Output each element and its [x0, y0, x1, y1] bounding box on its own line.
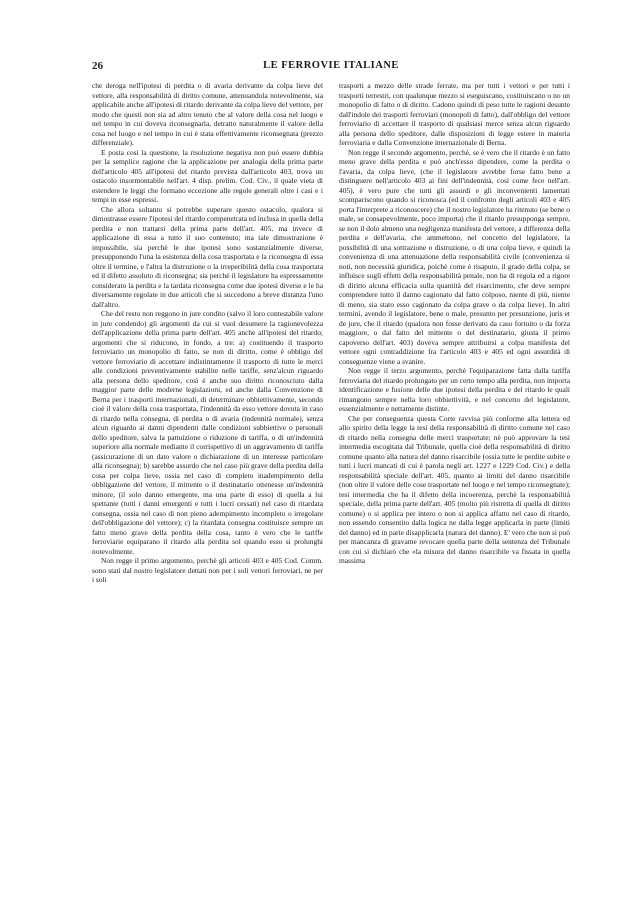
- paragraph: Non regge il secondo argomento, perchè, se è vero che il ritardo è un fatto meno grave della perdita e può anch'esso dipendere, come la perdita o l'avaria, da colpa lieve, (che il legislatore avrebbe forse fatto bene a distinguere nell'articolo 403 ai fini dell'indennità, così come fece nell'art. 405), è vero pure che tutti gli assurdi e gli inconvenienti lamentati scompariscono quando si riconosca (ed il confronto degli articoli 403 e 405 porta l'interprete a riconoscere) che il nostro legislatore ha ritenuto (se bene o male, se consapevolmente, poco importa) che il ritardo presupponga sempre, se non il dolo almeno una negligenza manifesta del vettore, a differenza della perdita e dell'avaria, che ammettono, nel concetto del legislatore, la possibilità di una sottrazione o distruzione, o di una colpa lieve, e quindi la convenienza di una attenuazione della responsabilità civile (convenienza si noti, non necessità giuridica, poichè come è risaputo, il grado della colpa, se influisce sugli effetti della responsabilità penale, non ha di regola ed a rigore di diritto alcuna efficacia sulla quantità del risarcimento, che deve sempre comprendere tutto il danno cagionato dal fatto colposo, niente di più, niente di meno, sia stato esso cagionato da colpa grave o da colpa lieve). In altri termini, avendo il legislatore, bene o male, presunto per presunzione, juris et de jure, che il ritardo (qualora non fosse derivato da caso fortuito o da forza maggiore, o dal fatto del mittente o del destinatario, giusta il primo capoverso dell'art. 403) doveva sempre attribuirsi a colpa manifesta del vettore ogni contraddizione fra l'articolo 403 e 405 ed ogni assurdità di conseguenze viene a svanire.: [339, 147, 570, 366]
- right-column: [339, 81, 570, 566]
- left-column: [92, 81, 323, 585]
- paragraph: Che del resto non reggono in jure condito (salvo il loro contestabile valore in jure condendo) gli argomenti da cui si vuol desumere la ragionevolezza dell'applicazione della prima parte dell'art. 405 anche all'ipotesi del ritardo; argomenti che si riducono, in fondo, a tre: a) costituendo il trasporto ferroviario un monopolio di fatto, se non di diritto, come è obbligo del vettore ferroviario di accettare indistintamente il trasporto di tutte le merci alle condizioni preventivamente stabilite nelle tariffe, senz'alcun riguardo alla persona dello speditore, così è anche suo diritto riconosciuto dalla maggior parte delle moderne legislazioni, ed anche dalla Convenzione di Berna per i trasporti internazionali, di determinare obbiettivamente, secondo cioè il valore della cosa trasportata, l'indennità da esso vettore dovuta in caso di ritardo nella consegna, di perdita o di avaria (indennità normale), senza alcun riguardo ai danni dipendenti dalle condizioni subbiettive o personali dello speditore, salva la pattuizione o riduzione di tariffa, o di un'indennità superiore alla normale mediante il corrispettivo di un aggravamento di tariffa (assicurazione di un dato valore o dichiarazione di un interesse particolare alla riconsegna); b) sarebbe assurdo che nel caso più grave della perdita della cosa per colpa lieve, ossia nel caso di completo inadempimento della obbligazione del vettore, il mittente o il destinatario ottenesse un'indennità minore, (il solo danno emergente, ma una parte di esso) di quella a lui spettante (tutti i danni emergenti e tutti i lucri cessati) nel caso di ritardata consegna, ossia nel caso di non pieno adempimento incompleto o irregolare dell'obbligazione del vettore); c) la ritardata consegna costituisce sempre un fatto meno grave della perdita della cosa, tanto è vero che le tariffe ferroviarie equiparano il ritardo alla perdita sol quando esso si prolunghi notevolmente.: [92, 309, 323, 556]
- paragraph: che deroga nell'ipotesi di perdita o di avaria derivante da colpa lieve del vettore, alla responsabilità di diritto comune, attenuandola notevolmente, sia applicabile anche all'ipotesi di ritardo derivante da colpa lieve del vettore, per modo che questi non sia ad altro tenuto che al valore della cosa nel luogo e nel tempo in cui doveva riconsegnarla, detratto naturalmente il valore della cosa nel luogo e nel tempo in cui è stata effettivamente riconsegnata (prezzo differenziale).: [92, 81, 323, 147]
- paragraph: Non regge il primo argomento, perchè gli articoli 403 e 405 Cod. Comm. sono stati dal nostro legislatore dettati non per i soli vettori ferroviari, ne per i soli: [92, 556, 323, 584]
- page-header: [92, 60, 570, 74]
- paragraph: E posta così la questione, la risoluzione negativa non può essere dubbia per la semplice ragione che la applicazione per analogia della prima parte dell'articolo 405 all'ipotesi del ritardo prevista dall'articolo 403, trova un ostacolo insormontabile nell'art. 4 disp. prelim. Cod. Civ., il quale vieta di estendere le leggi che formano eccezione alle regole generali oltre i casi e i tempi in esse espressi.: [92, 147, 323, 204]
- running-title: LE FERROVIE ITALIANE: [263, 60, 399, 71]
- page-number: 26: [92, 60, 103, 72]
- paragraph: Che allora soltanto si potrebbe superare questo ostacolo, qualora si dimostrasse essere l'ipotesi del ritardo compenetrata ed inclusa in quella della perdita e non trattarsi della prima parte dell'art. 405, ma invece di applicazione di essa a tutto il suo contenuto; ma tale dimostrazione è impossibile, sia perchè le due ipotesi sono sostanzialmente diverse, presupponendo l'una la esistenza della cosa trasportata e la riconsegna di essa oltre il termine, e l'altra la distruzione o la irreperibilità della cosa trasportata ed il difetto assoluto di riconsegna; sia perchè il legislatore ha espressamente considerato la perdita e la tardata riconsegna come due ipotesi diverse e le ha diversamente regolate in due articoli che si succedono a breve distanza l'uno dall'altro.: [92, 204, 323, 309]
- paragraph: Che per conseguenza questa Corte ravvisa più conforme alla lettera ed allo spirito della legge la tesi della responsabilità di diritto comune nel caso di ritardo nella consegna delle merci trasportate; nè può approvare la tesi intermedia escogitata dal Tribunale, quella cioè della responsabilità di diritto comune quanto alla natura del danno risarcibile (ossia tutte le perdite subite e tutti i lucri mancati di cui è parola negli art. 1227 e 1229 Cod. Civ.) e della responsabilità speciale dell'art. 405, quanto ai limiti del danno risarcibile (non oltre il valore delle cose trasportate nel luogo e nel tempo riconsegnate); tesi intermedia che ha il difetto della incoerenza, perchè la responsabilità speciale, della prima parte dell'art. 405 (molto più ristretta di quella di diritto comune) o si applica per intero o non si applica affatto nel caso di ritardo, non essendo consentito dalla logica ne dalla legge applicarla in parte (limiti del danno) ed in parte disapplicarla (natura del danno). E' vero che non si può per mancanza di gravame revocare quella parte della sentenza del Tribunale con cui si dichiarò che «la misura del danno risarcibile va fissata in quella massima: [339, 413, 570, 565]
- paragraph: trasporti a mezzo delle strade ferrate, ma per tutti i vettori e per tutti i trasporti terrestri, con qualunque mezzo si eseguiscano, costituiscano o no un monopolio di fatto o di diritto. Cadono quindi di peso tutte le ragioni desunte dall'indole dei trasporti ferroviari (monopoli di fatto), dall'obbligo del vettore ferroviario di accettare il trasporto di qualsiasi merce senza alcun riguardo alla persona dello speditore, dalle disposizioni di legge estere in materia ferroviaria e dalla Convenzione internazionale di Berna.: [339, 81, 570, 147]
- paragraph: Non regge il terzo argomento, perchè l'equiparazione fatta dalla tariffa ferroviaria del ritardo prolungato per un certo tempo alla perdita, non importa identificazione e fusione delle due ipotesi della perdita e del ritardo le quali rimangono sempre nella loro obbiettività, e nel concetto del legislatore, essenzialmente e nettamente distinte.: [339, 366, 570, 413]
